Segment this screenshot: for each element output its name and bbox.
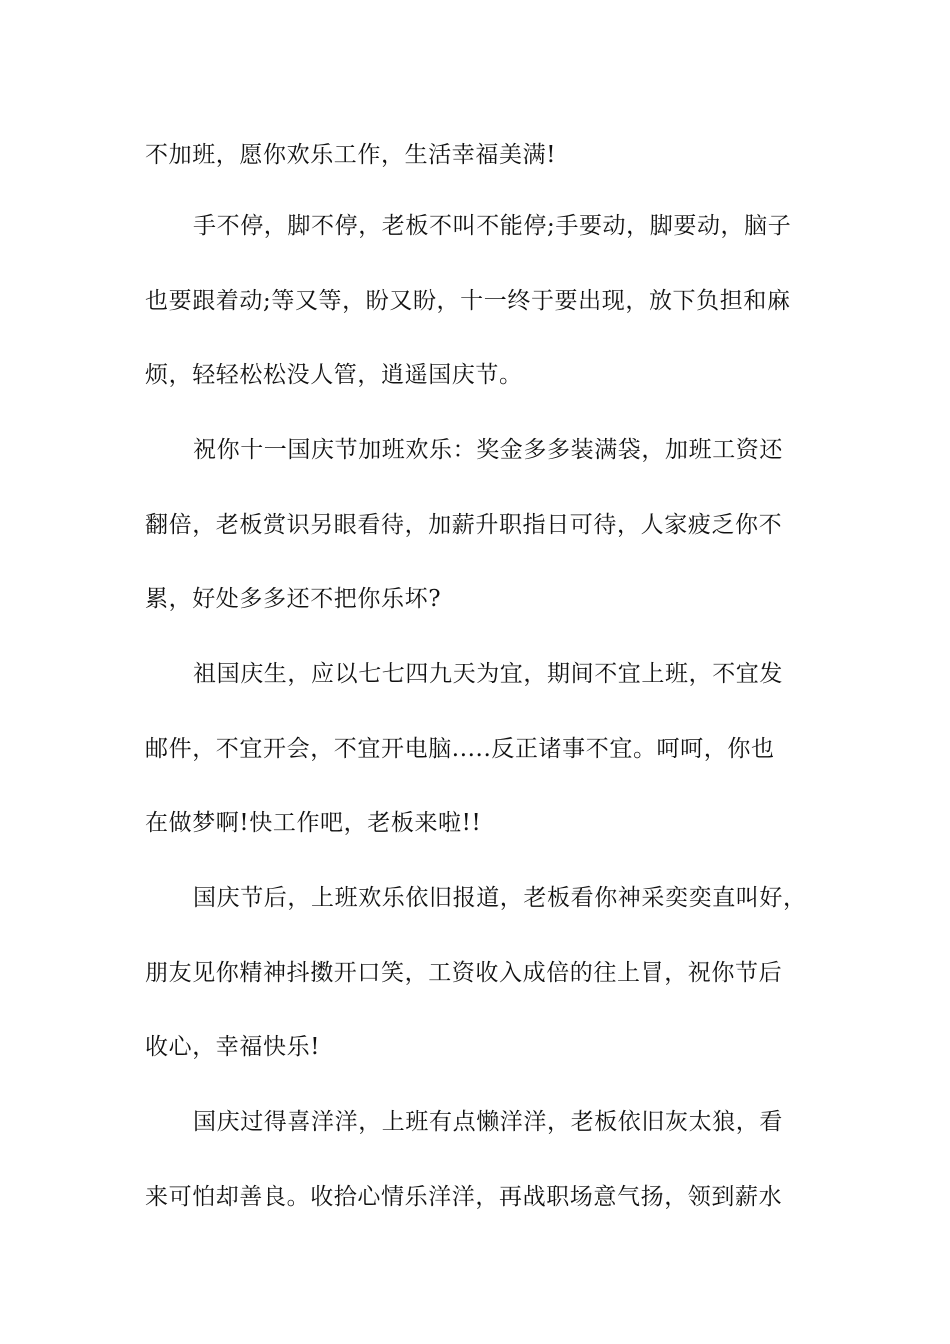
text-line: 翻倍，老板赏识另眼看待，加薪升职指日可待，人家疲乏你不 [145, 512, 783, 538]
paragraph-first-line: 国庆过得喜洋洋，上班有点懒洋洋，老板依旧灰太狼，看 [193, 1109, 783, 1135]
text-line: 累，好处多多还不把你乐坏? [145, 586, 442, 612]
text-line: 不加班，愿你欢乐工作，生活幸福美满! [145, 142, 557, 168]
text-line: 朋友见你精神抖擞开口笑，工资收入成倍的往上冒，祝你节后 [145, 960, 783, 986]
text-line: 烦，轻轻松松没人管，逍遥国庆节。 [145, 362, 523, 388]
text-line: 邮件，不宜开会，不宜开电脑.....反正诸事不宜。呵呵，你也 [145, 736, 775, 762]
paragraph-first-line: 国庆节后，上班欢乐依旧报道，老板看你神采奕奕直叫好， [193, 885, 807, 911]
paragraph-first-line: 手不停，脚不停，老板不叫不能停;手要动，脚要动，脑子 [193, 213, 792, 239]
text-line: 在做梦啊!快工作吧，老板来啦!! [145, 810, 482, 836]
text-line: 也要跟着动;等又等，盼又盼，十一终于要出现，放下负担和麻 [145, 288, 791, 314]
text-line: 收心，幸福快乐! [145, 1034, 321, 1060]
paragraph-first-line: 祝你十一国庆节加班欢乐：奖金多多装满袋，加班工资还 [193, 437, 783, 463]
text-line: 来可怕却善良。收拾心情乐洋洋，再战职场意气扬，领到薪水 [145, 1184, 783, 1210]
paragraph-first-line: 祖国庆生，应以七七四九天为宜，期间不宜上班，不宜发 [193, 661, 783, 687]
